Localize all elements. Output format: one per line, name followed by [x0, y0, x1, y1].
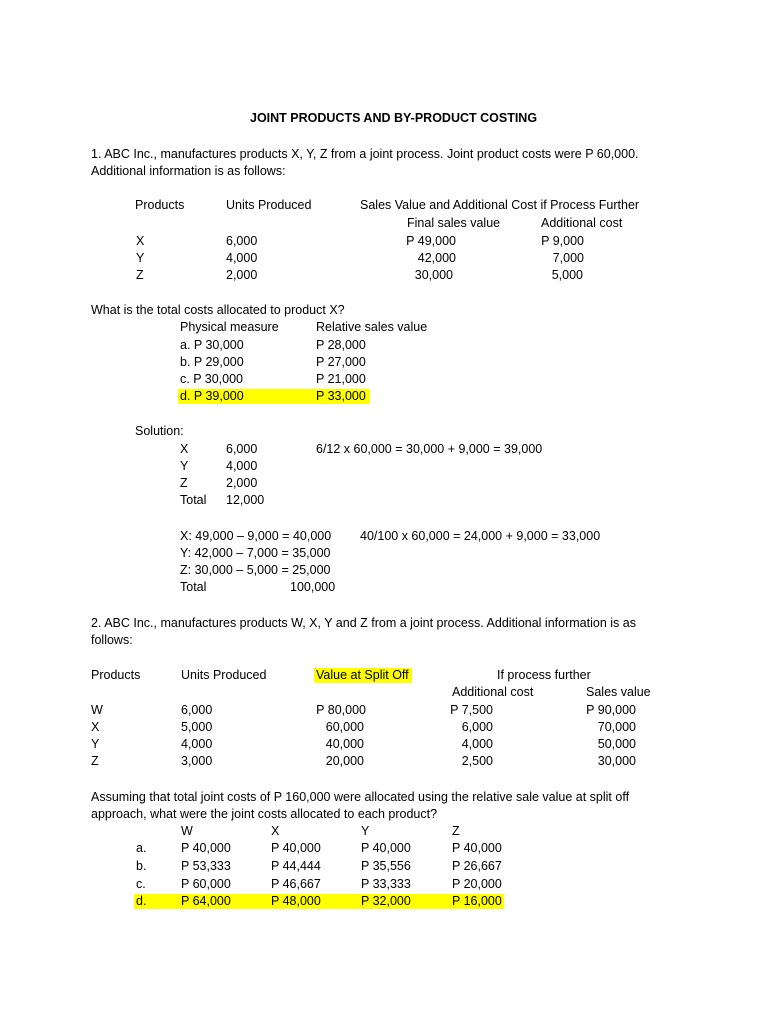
- q1-solution-label: Solution:: [135, 424, 184, 438]
- q2-col-header-z: Z: [452, 824, 460, 838]
- q2-question: Assuming that total joint costs of P 160,000 were allocated using the relative sale value at split off: [91, 790, 630, 804]
- q2-header-products: Products: [91, 668, 141, 682]
- q2-choice-value-answer: P 64,000: [179, 894, 269, 909]
- q2-choice-value: P 44,444: [271, 859, 321, 873]
- q2-row-units: 5,000: [181, 720, 213, 734]
- q1-row-product: Y: [136, 251, 145, 265]
- q2-header-split-off: Value at Split Off: [314, 668, 412, 683]
- q1-sol-nrv-line: Y: 42,000 – 7,000 = 35,000: [180, 546, 331, 560]
- q2-choice-value: P 26,667: [452, 859, 502, 873]
- q2-row-product: Y: [91, 737, 100, 751]
- q1-header-units: Units Produced: [226, 198, 312, 212]
- q1-row-add: P 9,000: [541, 234, 584, 248]
- q2-row-units: 4,000: [181, 737, 213, 751]
- q2-header-additional-cost: Additional cost: [452, 685, 534, 699]
- q1-sol-relative-calc: 40/100 x 60,000 = 24,000 + 9,000 = 33,000: [360, 529, 601, 543]
- q2-row-sales: 30,000: [597, 754, 636, 768]
- q1-choice-physical: a. P 30,000: [180, 338, 244, 352]
- q2-row-product: Z: [91, 754, 99, 768]
- q1-intro-cont: Additional information is as follows:: [91, 164, 286, 178]
- q2-choice-value-answer: P 16,000: [450, 894, 504, 909]
- q2-choice-value: P 60,000: [181, 877, 231, 891]
- q1-intro: 1. ABC Inc., manufactures products X, Y, Z from a joint process. Joint product costs were P 60,000.: [91, 147, 639, 161]
- q2-row-product: X: [91, 720, 100, 734]
- q2-row-sales: 50,000: [597, 737, 636, 751]
- q2-choice-value: P 40,000: [452, 841, 502, 855]
- q1-row-product: X: [136, 234, 145, 248]
- q2-col-header-w: W: [181, 824, 193, 838]
- q1-sol-unit-label: Total: [180, 493, 207, 507]
- q2-choice-value-answer: P 32,000: [359, 894, 450, 909]
- q2-row-add: P 7,500: [450, 703, 493, 717]
- q2-row-sales: 70,000: [597, 720, 636, 734]
- q2-intro-cont: follows:: [91, 633, 133, 647]
- page-title: JOINT PRODUCTS AND BY-PRODUCT COSTING: [250, 111, 538, 125]
- q1-row-final: P 49,000: [406, 234, 456, 248]
- q1-sol-unit-label: Z: [180, 476, 188, 490]
- q1-sol-unit-value: 12,000: [226, 493, 265, 507]
- q1-sol-unit-value: 6,000: [226, 442, 258, 456]
- q1-header-additional-cost: Additional cost: [541, 216, 623, 230]
- q1-row-units: 2,000: [226, 268, 258, 282]
- q1-row-final: 30,000: [414, 268, 453, 282]
- q2-row-units: 6,000: [181, 703, 213, 717]
- q2-choice-value: P 46,667: [271, 877, 321, 891]
- q2-row-split: P 80,000: [316, 703, 366, 717]
- q2-choice-letter-answer: d.: [134, 894, 181, 909]
- q1-choice-physical: b. P 29,000: [180, 355, 244, 369]
- q1-choice-physical-answer: d. P 39,000: [178, 389, 316, 404]
- q2-row-units: 3,000: [181, 754, 213, 768]
- q1-sol-nrv-line: X: 49,000 – 9,000 = 40,000: [180, 529, 332, 543]
- q1-header-products: Products: [135, 198, 185, 212]
- q2-question-cont: approach, what were the joint costs allocated to each product?: [91, 807, 438, 821]
- q2-row-split: 40,000: [325, 737, 364, 751]
- q2-choice-value: P 53,333: [181, 859, 231, 873]
- q1-question: What is the total costs allocated to product X?: [91, 303, 345, 317]
- q2-row-add: 6,000: [461, 720, 493, 734]
- q2-choice-letter: b.: [136, 859, 147, 873]
- q1-sol-nrv-total-value: 100,000: [290, 580, 336, 594]
- q1-sol-unit-label: Y: [180, 459, 189, 473]
- q1-choice-relative-answer: P 33,000: [314, 389, 370, 404]
- q1-choice-physical: c. P 30,000: [180, 372, 244, 386]
- q2-choice-value: P 40,000: [271, 841, 321, 855]
- q1-sol-unit-value: 2,000: [226, 476, 258, 490]
- q2-header-sales-value: Sales value: [586, 685, 651, 699]
- q1-row-add: 5,000: [551, 268, 583, 282]
- q2-row-split: 60,000: [325, 720, 364, 734]
- q1-choice-relative: P 28,000: [316, 338, 366, 352]
- q2-choice-value: P 40,000: [361, 841, 411, 855]
- q1-sol-unit-value: 4,000: [226, 459, 258, 473]
- q2-row-product: W: [91, 703, 103, 717]
- q1-row-final: 42,000: [417, 251, 456, 265]
- q1-row-units: 6,000: [226, 234, 258, 248]
- q1-header-sales-group: Sales Value and Additional Cost if Process Further: [360, 198, 640, 212]
- q2-intro: 2. ABC Inc., manufactures products W, X, Y and Z from a joint process. Additional information is as: [91, 616, 636, 630]
- q1-choice-header-physical: Physical measure: [180, 320, 279, 334]
- q1-sol-nrv-line: Z: 30,000 – 5,000 = 25,000: [180, 563, 331, 577]
- q2-choice-letter: c.: [136, 877, 146, 891]
- q2-row-sales: P 90,000: [586, 703, 636, 717]
- q1-choice-relative: P 27,000: [316, 355, 366, 369]
- q2-choice-value: P 35,556: [361, 859, 411, 873]
- q2-choice-value: P 40,000: [181, 841, 231, 855]
- q2-choice-value: P 20,000: [452, 877, 502, 891]
- q1-sol-physical-calc: 6/12 x 60,000 = 30,000 + 9,000 = 39,000: [316, 442, 543, 456]
- q1-choice-relative: P 21,000: [316, 372, 366, 386]
- q1-row-units: 4,000: [226, 251, 258, 265]
- q2-row-add: 2,500: [461, 754, 493, 768]
- q2-col-header-y: Y: [361, 824, 370, 838]
- q1-row-add: 7,000: [552, 251, 584, 265]
- q2-row-split: 20,000: [325, 754, 364, 768]
- q1-sol-nrv-total-label: Total: [180, 580, 207, 594]
- q2-choice-letter: a.: [136, 841, 147, 855]
- q2-choice-value: P 33,333: [361, 877, 411, 891]
- q2-header-further: If process further: [497, 668, 591, 682]
- q2-header-units: Units Produced: [181, 668, 267, 682]
- q1-sol-unit-label: X: [180, 442, 189, 456]
- q2-row-add: 4,000: [461, 737, 493, 751]
- q2-choice-value-answer: P 48,000: [269, 894, 359, 909]
- q2-col-header-x: X: [271, 824, 280, 838]
- q1-choice-header-relative: Relative sales value: [316, 320, 428, 334]
- q1-row-product: Z: [136, 268, 144, 282]
- q1-header-final-sales: Final sales value: [407, 216, 501, 230]
